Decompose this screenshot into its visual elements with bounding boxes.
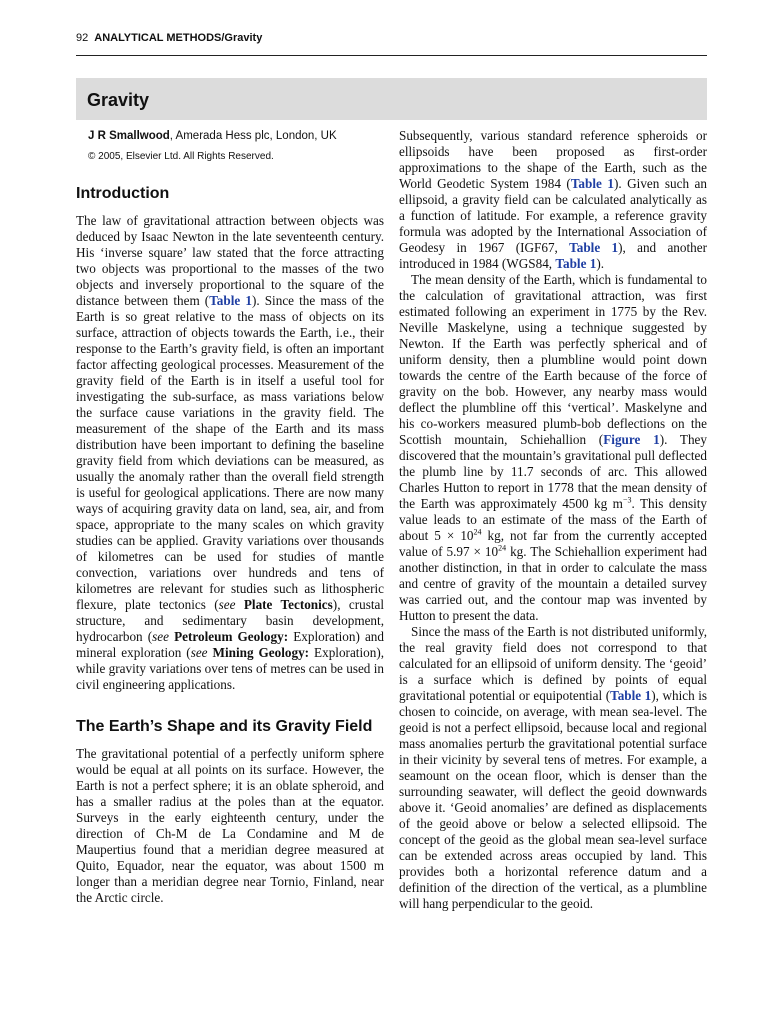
- header-rule: [76, 55, 707, 56]
- figure-link[interactable]: Figure 1: [603, 432, 660, 447]
- xref-plate-tectonics[interactable]: Plate Tectonics: [243, 597, 333, 612]
- intro-paragraph: The law of gravitational attraction between objects was deduced by Isaac Newton in the late seventeenth century. His ‘inverse square’ law stated that the force attracting two objects was proportional to the masses of the two objects and inversely proportional to the square of the distance between them (Table 1). Since the mass of the Earth is so great relative to the mass of objects on its surface, attraction of objects towards the Earth, i.e., their response to the Earth’s gravity field, is often an important factor affecting geological processes. Measurement of the gravity field of the Earth is in itself a useful tool for investigating the sub-surface, as mass variations below the surface cause variations in the gravity field. The measurement of the shape of the Earth and its mass distribution have been important to defining the baseline gravity field from which deviations can be measured, as usually the anomaly rather than the overall field strength is useful for geological applications. There are now many ways of acquiring gravity data on land, sea, air, and from space, appropriate to the many scales on which gravity studies can be applied. Gravity variations over thousands of kilometres can be used for studies of mantle convection, variations over hundreds and tens of kilometres are relevant for studies such as lithospheric flexure, plate tectonics (see Plate Tectonics), crustal structure, and sedimentary basin development, hydrocarbon (see Petroleum Geology: Exploration) and mineral exploration (see Mining Geology: Exploration), while gravity variations over tens of metres can be used in civil engineering applications.: [76, 213, 385, 692]
- table-link[interactable]: Table 1: [570, 176, 614, 191]
- shape-paragraph: The gravitational potential of a perfectly uniform sphere would be equal at all points on its surface. However, the Earth is not a perfect sphere; it is an oblate spheroid, and has a smaller radius at the poles than at the equator. Surveys in the early eighteenth century, under the direction of Ch-M de La Condamine and M de Maupertius found that a meridian degree measured at Quito, Equador, near the equator, was about 1500 m longer than a meridian degree near Tornio, Finland, near the Arctic circle.: [76, 746, 384, 905]
- article-title: Gravity: [87, 90, 150, 110]
- author-affiliation: , Amerada Hess plc, London, UK: [169, 130, 337, 142]
- section-title: ANALYTICAL METHODS/Gravity: [94, 32, 263, 44]
- table-link[interactable]: Table 1: [610, 688, 652, 703]
- density-paragraph: The mean density of the Earth, which is fundamental to the calculation of gravitational attraction, was first estimated following an experiment in 1775 by the Rev. Neville Maskelyne, using a technique suggested by Newton. If the Earth was perfectly spherical and of uniform density, then a plumbline would point down towards the centre of the Earth because of the force of gravity on the bob. However, any nearby mass would deflect the plumbline off this ‘vertical’. Maskelyne and his co-workers measured plumb-bob deflections on the Scottish mountain, Schiehallion (Figure 1). They discovered that the mountain’s gravitational pull deflected the plumb line by 11.7 seconds of arc. This allowed Charles Hutton to report in 1778 that the mean density of the Earth was approximately 4500 kg $m^{-3}$. This density value leads to an estimate of the mass of the Earth of about $5 \times 10^{24}$ kg, not far from the currently accepted value of $5.97 \times 10^{24}$ kg. The Schiehallion experiment had another distinction, in that in order to calculate the mass and centre of gravity of the mountain a detailed survey was carried out, and the contour map was invented by Hutton to present the data.: [399, 272, 707, 623]
- ellipsoid-paragraph: Subsequently, various standard reference spheroids or ellipsoids have been proposed as first-order approximations to the shape of the Earth, such as the World Geodetic System 1984 (Table 1). Given such an ellipsoid, a gravity field can be calculated analytically as a function of latitude. For example, a reference gravity formula was adopted by the International Association of Geodesy in 1967 (IGF67, Table 1), and another introduced in 1984 (WGS84, Table 1).: [399, 128, 707, 271]
- table-link[interactable]: Table 1: [555, 256, 597, 271]
- xref-petroleum-geology[interactable]: Petroleum Geology:: [174, 629, 289, 644]
- copyright: © 2005, Elsevier Ltd. All Rights Reserved.: [88, 151, 274, 162]
- heading-introduction: Introduction: [76, 185, 170, 202]
- author-name: J R Smallwood: [88, 130, 170, 142]
- geoid-paragraph: Since the mass of the Earth is not distributed uniformly, the real gravity field does not correspond to that calculated for an ellipsoid of uniform density. The ‘geoid’ is a surface which is defined by points of equal gravitational potential or equipotential (Table 1), which is chosen to coincide, on average, with mean sea-level. The geoid is not a perfect ellipsoid, because local and regional mass anomalies perturb the gravitational potential surface in their vicinity by several tens of metres. For example, a seamount on the ocean floor, which is denser than the surrounding seawater, will deflect the geoid downwards above it. ‘Geoid anomalies’ are defined as displacements of the geoid above or below a selected ellipsoid. The concept of the geoid as the global mean sea-level surface can be extended across areas occupied by land. This provides both a horizontal reference datum and a definition of the direction of the vertical, as a plumbline will hang perpendicular to the geoid.: [399, 624, 708, 911]
- title-band: [76, 78, 707, 120]
- running-head: [76, 32, 262, 44]
- left-column: [76, 128, 384, 906]
- table-link[interactable]: Table 1: [569, 240, 619, 255]
- author-line: [88, 128, 384, 144]
- right-column: [399, 128, 707, 912]
- xref-mining-geology[interactable]: Mining Geology:: [212, 645, 310, 660]
- table-link[interactable]: Table 1: [209, 293, 252, 308]
- heading-earth-shape: The Earth’s Shape and its Gravity Field: [76, 718, 373, 735]
- page-number: 92: [76, 32, 89, 44]
